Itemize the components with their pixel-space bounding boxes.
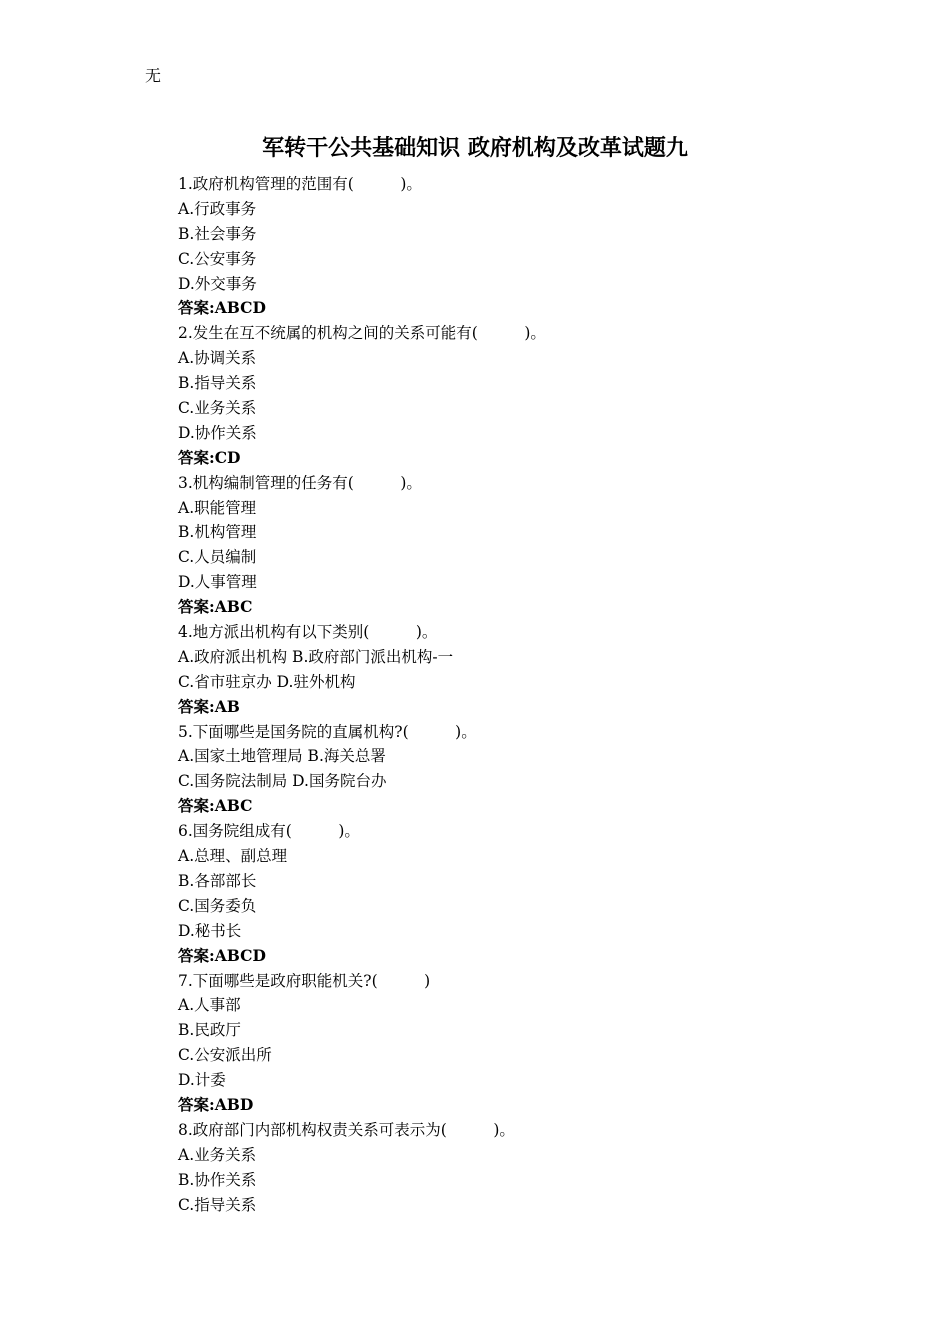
question-text: 4.地方派出机构有以下类别( )。 bbox=[178, 623, 438, 642]
option: A.人事部 bbox=[178, 996, 241, 1015]
document-title: 军转干公共基础知识 政府机构及改革试题九 bbox=[262, 135, 688, 161]
option: D.人事管理 bbox=[178, 573, 257, 592]
option: A.政府派出机构 B.政府部门派出机构-一 bbox=[178, 647, 454, 666]
answer: 答案:AB bbox=[178, 696, 240, 716]
option: B.协作关系 bbox=[178, 1170, 257, 1189]
option: D.外交事务 bbox=[178, 274, 257, 293]
question-text: 1.政府机构管理的范围有( )。 bbox=[178, 175, 422, 193]
option: C.国务委负 bbox=[178, 896, 257, 915]
option: B.社会事务 bbox=[178, 224, 257, 243]
option: C.省市驻京办 D.驻外机构 bbox=[178, 672, 356, 691]
question-text: 5.下面哪些是国务院的直属机构?( )。 bbox=[178, 722, 477, 741]
question-block bbox=[178, 471, 878, 620]
option: C.公安派出所 bbox=[178, 1046, 272, 1065]
question-text: 2.发生在互不统属的机构之间的关系可能有( )。 bbox=[178, 324, 546, 343]
option: B.民政厅 bbox=[178, 1021, 241, 1040]
question-block bbox=[178, 969, 878, 1118]
option: A.业务关系 bbox=[178, 1145, 257, 1164]
option: B.指导关系 bbox=[178, 374, 257, 393]
answer: 答案:ABD bbox=[178, 1094, 254, 1114]
question-block bbox=[178, 1118, 878, 1218]
option: A.职能管理 bbox=[178, 498, 257, 517]
question-text: 7.下面哪些是政府职能机关?( ) bbox=[178, 971, 431, 990]
question-text: 6.国务院组成有( )。 bbox=[178, 822, 360, 841]
question-text: 8.政府部门内部机构权责关系可表示为( )。 bbox=[178, 1120, 515, 1139]
answer: 答案:ABCD bbox=[178, 298, 266, 318]
option: B.机构管理 bbox=[178, 523, 257, 542]
option: A.国家土地管理局 B.海关总署 bbox=[178, 747, 386, 766]
question-block bbox=[178, 720, 878, 820]
option: A.总理、副总理 bbox=[178, 847, 288, 866]
question-text: 3.机构编制管理的任务有( )。 bbox=[178, 473, 422, 492]
option: C.指导关系 bbox=[178, 1195, 257, 1214]
option: C.公安事务 bbox=[178, 249, 257, 268]
option: A.行政事务 bbox=[178, 199, 257, 218]
option: D.计委 bbox=[178, 1071, 226, 1090]
option: C.人员编制 bbox=[178, 548, 257, 567]
question-block bbox=[178, 321, 878, 470]
option: A.协调关系 bbox=[178, 349, 257, 368]
question-block bbox=[178, 172, 878, 321]
answer: 答案:ABC bbox=[178, 597, 253, 617]
option: C.国务院法制局 D.国务院台办 bbox=[178, 772, 387, 791]
answer: 答案:ABCD bbox=[178, 945, 266, 965]
option: C.业务关系 bbox=[178, 399, 257, 418]
option: D.协作关系 bbox=[178, 423, 257, 442]
answer: 答案:CD bbox=[178, 447, 241, 467]
option: B.各部部长 bbox=[178, 871, 257, 890]
answer: 答案:ABC bbox=[178, 796, 253, 816]
question-block bbox=[178, 819, 878, 968]
question-block bbox=[178, 620, 878, 720]
header-mark: 无 bbox=[145, 66, 162, 85]
question-list bbox=[178, 172, 878, 1217]
option: D.秘书长 bbox=[178, 921, 242, 940]
